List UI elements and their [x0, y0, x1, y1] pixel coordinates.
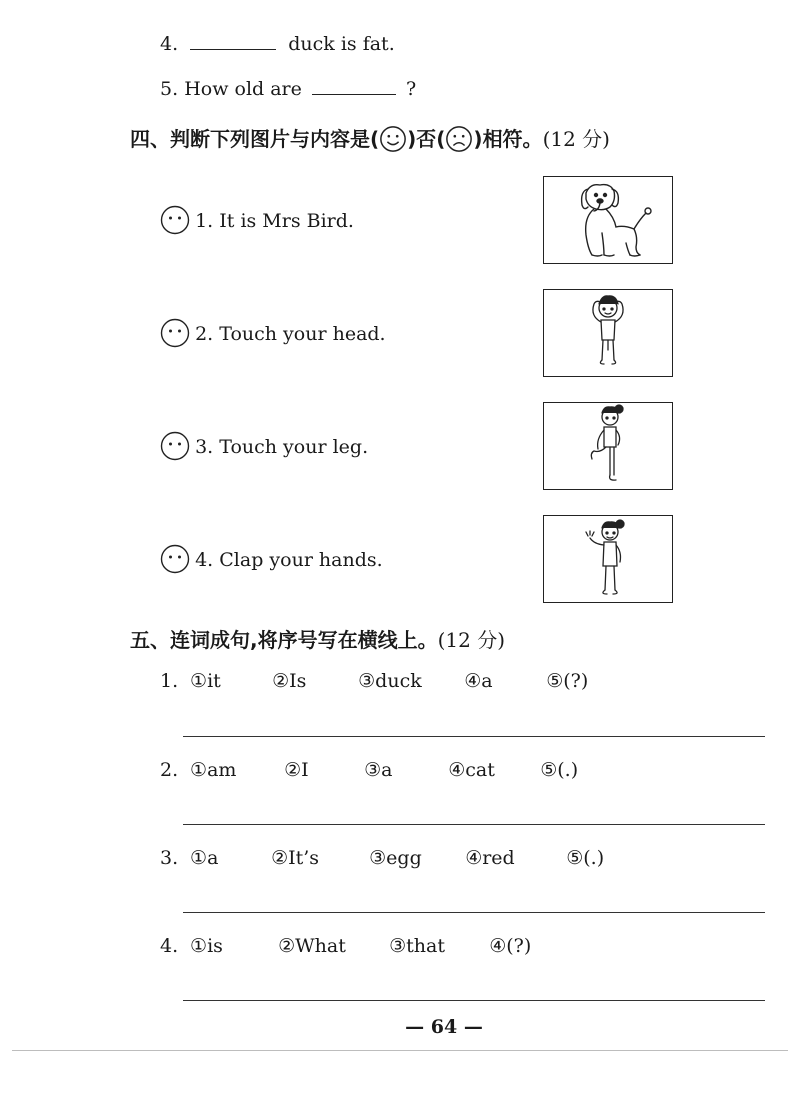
word-choice: ⑤(.): [540, 759, 579, 781]
girl-touching-leg-icon: [544, 403, 672, 489]
word-choice: ②I: [284, 759, 309, 781]
blank-face-icon[interactable]: [160, 431, 190, 461]
smiley-face-icon: [379, 125, 407, 153]
item-end: ?: [405, 78, 417, 100]
question-number: 3.: [160, 847, 179, 869]
word-choice: ④(?): [489, 935, 532, 957]
fill-blank-4: [160, 33, 395, 55]
boy-touching-head-picture: [543, 289, 673, 377]
blank-line[interactable]: [312, 94, 396, 95]
sentence-question-4: [160, 935, 531, 957]
answer-line[interactable]: [183, 824, 765, 825]
item-label: 1. It is Mrs Bird.: [195, 210, 354, 232]
dog-picture: [543, 176, 673, 264]
item-number: 4.: [160, 33, 179, 55]
item-label: 2. Touch your head.: [195, 323, 386, 345]
section-score: (12 分): [437, 628, 506, 652]
section-4-heading: [130, 123, 610, 153]
item-number: 5.: [160, 78, 179, 100]
answer-line[interactable]: [183, 1000, 765, 1001]
word-choice: ①a: [190, 847, 219, 869]
girl-touching-leg-picture: [543, 402, 673, 490]
word-choice: ③duck: [358, 670, 422, 692]
heading-suffix: )相符。: [473, 127, 543, 151]
item-text: duck is fat.: [288, 33, 395, 55]
blank-face-icon[interactable]: [160, 205, 190, 235]
judge-item-3: [160, 431, 368, 461]
blank-line[interactable]: [190, 49, 276, 50]
answer-line[interactable]: [183, 912, 765, 913]
item-label: 4. Clap your hands.: [195, 549, 383, 571]
section-score: (12 分): [542, 127, 610, 151]
question-number: 2.: [160, 759, 179, 781]
sentence-question-2: [160, 759, 578, 781]
sad-face-icon: [445, 125, 473, 153]
sentence-question-3: [160, 847, 604, 869]
word-choice: ⑤(.): [566, 847, 605, 869]
item-label: 3. Touch your leg.: [195, 436, 369, 458]
judge-item-4: [160, 544, 383, 574]
word-choice: ④a: [464, 670, 493, 692]
word-choice: ①am: [190, 759, 237, 781]
section-5-heading: [130, 624, 505, 653]
question-number: 1.: [160, 670, 179, 692]
word-choice: ⑤(?): [546, 670, 589, 692]
item-text: How old are: [184, 78, 302, 100]
word-choice: ②Is: [272, 670, 307, 692]
word-choice: ②What: [278, 935, 346, 957]
blank-face-icon[interactable]: [160, 318, 190, 348]
fill-blank-5: [160, 78, 416, 100]
boy-touching-head-icon: [544, 290, 672, 376]
girl-waving-icon: [544, 516, 672, 602]
answer-line[interactable]: [183, 736, 765, 737]
word-choice: ④cat: [448, 759, 495, 781]
word-choice: ③that: [389, 935, 446, 957]
judge-item-1: [160, 205, 354, 235]
dog-icon: [544, 177, 672, 263]
sentence-question-1: [160, 670, 588, 692]
heading-mid: )否(: [407, 127, 446, 151]
blank-face-icon[interactable]: [160, 544, 190, 574]
word-choice: ①is: [190, 935, 223, 957]
heading-text: 五、连词成句,将序号写在横线上。: [130, 628, 438, 652]
word-choice: ④red: [465, 847, 515, 869]
word-choice: ③egg: [369, 847, 422, 869]
footer-divider: [12, 1050, 788, 1051]
heading-prefix: 四、判断下列图片与内容是(: [130, 127, 380, 151]
judge-item-2: [160, 318, 386, 348]
question-number: 4.: [160, 935, 179, 957]
page-number: — 64 —: [405, 1016, 483, 1038]
word-choice: ③a: [364, 759, 393, 781]
girl-waving-picture: [543, 515, 673, 603]
word-choice: ①it: [190, 670, 221, 692]
word-choice: ②It’s: [271, 847, 320, 869]
